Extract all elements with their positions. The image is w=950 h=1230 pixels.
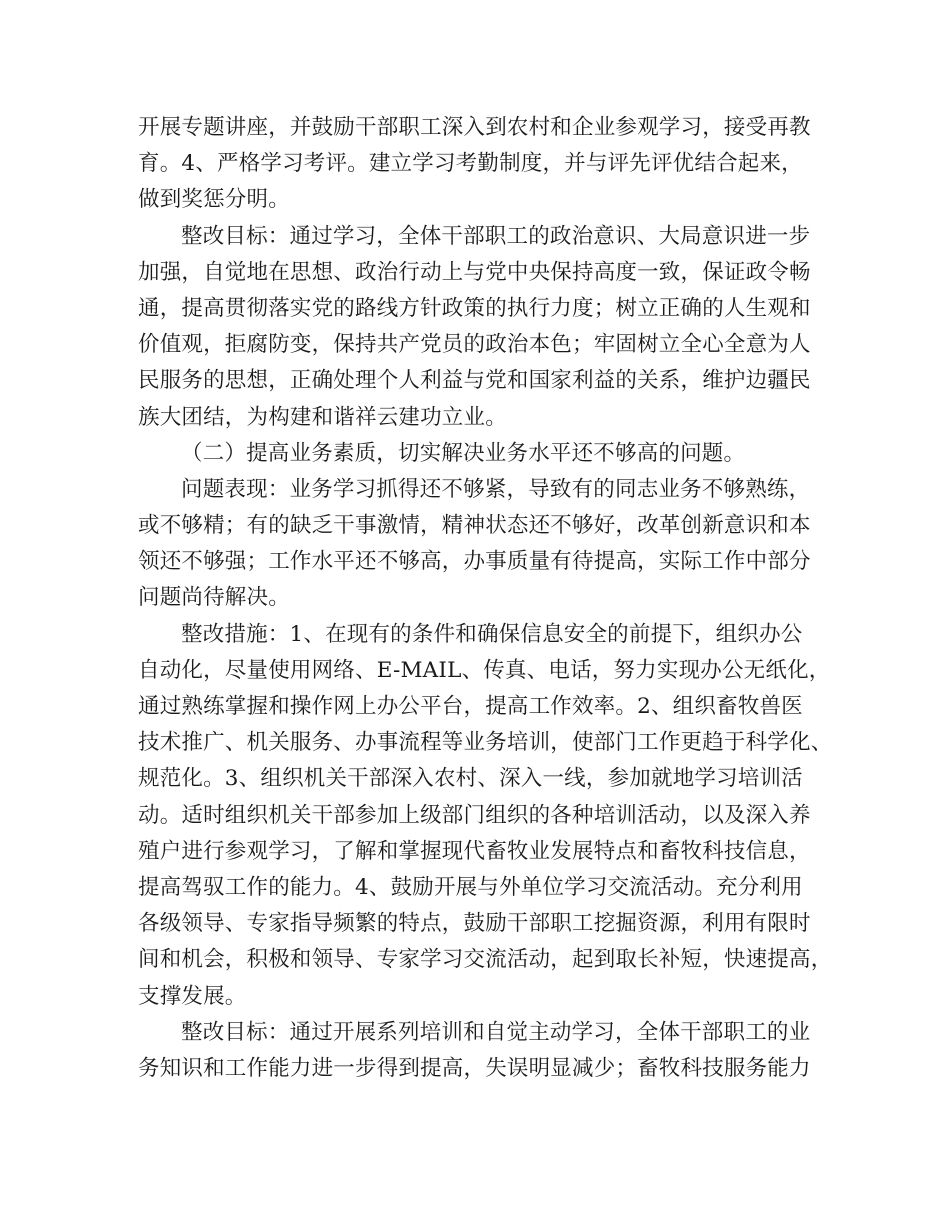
text-line: 务知识和工作能力进一步得到提高，失误明显减少；畜牧科技服务能力: [138, 1055, 811, 1081]
text-line: 做到奖惩分明。: [138, 187, 290, 213]
text-line: 间和机会，积极和领导、专家学习交流活动，起到取长补短，快速提高，: [138, 947, 833, 973]
text-line: 规范化。3、组织机关干部深入农村、深入一线，参加就地学习培训活: [138, 766, 803, 792]
text-line: 各级领导、专家指导频繁的特点，鼓励干部职工挖掘资源，利用有限时: [138, 911, 811, 937]
paragraph-start-line: 整改目标：通过学习，全体干部职工的政治意识、大局意识进一步: [181, 223, 811, 249]
text-line: 族大团结，为构建和谐祥云建功立业。: [138, 404, 507, 430]
paragraph-start-line: 整改目标：通过开展系列培训和自觉主动学习，全体干部职工的业: [181, 1019, 811, 1045]
text-line: 民服务的思想，正确处理个人利益与党和国家利益的关系，维护边疆民: [138, 368, 811, 394]
paragraph-start-line: 问题表现：业务学习抓得还不够紧，导致有的同志业务不够熟练，: [181, 476, 811, 502]
text-line: 加强，自觉地在思想、政治行动上与党中央保持高度一致，保证政令畅: [138, 259, 811, 285]
text-line: 通过熟练掌握和操作网上办公平台，提高工作效率。2、组织畜牧兽医: [138, 694, 803, 719]
text-line: 动。适时组织机关干部参加上级部门组织的各种培训活动，以及深入养: [138, 802, 811, 828]
text-line: 问题尚待解决。: [138, 585, 290, 611]
text-line: 通，提高贯彻落实党的路线方针政策的执行力度；树立正确的人生观和: [138, 295, 811, 321]
section-heading: （二）提高业务素质，切实解决业务水平还不够高的问题。: [181, 440, 746, 466]
text-line: 育。4、严格学习考评。建立学习考勤制度，并与评先评优结合起来，: [138, 151, 803, 177]
document-body: [138, 110, 833, 1087]
text-line: 价值观，拒腐防变，保持共产党员的政治本色；牢固树立全心全意为人: [138, 332, 811, 358]
text-line: 支撑发展。: [138, 983, 247, 1009]
text-line: 领还不够强；工作水平还不够高，办事质量有待提高，实际工作中部分: [138, 549, 811, 575]
text-line: 开展专题讲座，并鼓励干部职工深入到农村和企业参观学习，接受再教: [138, 115, 811, 140]
text-line: 殖户进行参观学习，了解和掌握现代畜牧业发展特点和畜牧科技信息，: [138, 838, 811, 864]
paragraph-start-line: 整改措施：1、在现有的条件和确保信息安全的前提下，组织办公: [181, 621, 803, 647]
text-line: 或不够精；有的缺乏干事激情，精神状态还不够好，改革创新意识和本: [138, 513, 811, 539]
text-line: 自动化，尽量使用网络、E-MAIL、传真、电话，努力实现办公无纸化，: [138, 657, 831, 683]
text-line: 技术推广、机关服务、办事流程等业务培训，使部门工作更趋于科学化、: [138, 730, 833, 756]
text-line: 提高驾驭工作的能力。4、鼓励开展与外单位学习交流活动。充分利用: [138, 874, 803, 900]
